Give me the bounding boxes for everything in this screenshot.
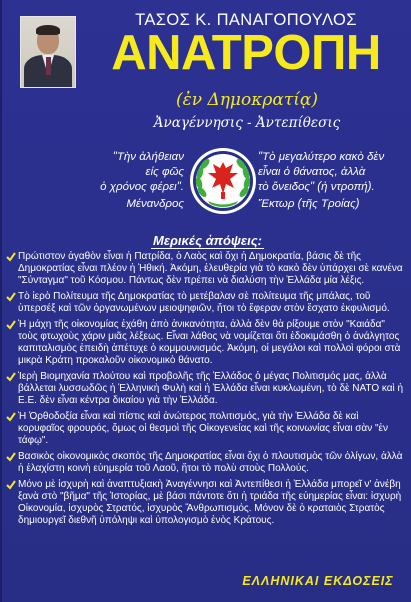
checkmark-icon <box>6 252 16 262</box>
quote-left-line: ὁ χρόνος φέρει". <box>100 181 184 193</box>
opinion-text: Ἡ Ὀρθοδοξία εἶναι καὶ πίστις καὶ ἀνώτερος πολιτισμός, γιὰ τὴν Ἑλλάδα δὲ καὶ κορυφαῖος φρουρός, ὅμως οἱ θεσμοὶ τῆς Οἰκογενείας καὶ τῆς κοινωνίας εἶναι σὰν "ἐν τάφῳ". <box>18 411 388 446</box>
publisher-name: ΕΛΛΗΝΙΚΑΙ ΕΚΔΟΣΕΙΣ <box>242 574 394 588</box>
quote-right-source: Ἕκτωρ (τῆς Τροίας) <box>258 198 360 210</box>
list-item <box>6 411 404 447</box>
book-tagline: Ἀναγέννησις - Ἀντεπίθεσις <box>153 115 341 131</box>
checkmark-icon <box>6 292 16 302</box>
checkmark-icon <box>6 320 16 330</box>
list-item <box>6 371 404 407</box>
list-item <box>6 291 404 315</box>
checkmark-icon <box>6 412 16 422</box>
opinion-text: Ἡ μάχη τῆς οἰκονομίας ἐχάθη ἀπὸ ἀνικανότητα, ἀλλὰ δὲν θὰ ρίξουμε στὸν "Καιάδα" τοὺς φτωχοὺς χάριν μιᾶς λέξεως. Εἶναι λάθος νὰ νομίζεται ὅτι ἐδοκιμάσθη ὁ ἀνάλγητος καπιταλισμὸς ἐπειδὴ ἀπέτυχε ὁ κομμουνισμός. Ἀκόμη, οἱ μεγάλοι καὶ πολλοὶ φόροι στὰ μικρὰ Κράτη προκαλοῦν οἰκονομικὸ θάνατο. <box>18 319 401 366</box>
opinion-text: Πρώτιστον ἀγαθὸν εἶναι ἡ Πατρίδα, ὁ Λαὸς καὶ ὄχι ἡ Δημοκρατία, βάσις δὲ τῆς Δημοκρατίας εἶναι πλέον ἡ Ἠθική. Ἀκόμη, ἐλευθερία γιὰ τὸ κακὸ δὲν ὑπάρχει σὲ κανένα "Σύνταγμα" τοῦ Κόσμου. Πάντως δὲν πρέπει νὰ διαλύση τὴν Ἑλλάδα μία λέξις. <box>18 251 403 286</box>
author-photo <box>20 16 76 88</box>
quote-left-line: "Τὴν ἀλήθειαν <box>112 151 184 163</box>
book-subtitle: (ἐν Δημοκρατίᾳ) <box>175 90 319 110</box>
opinion-text: Ἱερὴ Βιομηχανία πλούτου καὶ προβολῆς τῆς Ἑλλάδος ὁ μέγας Πολιτισμός μας, ἀλλὰ βάλλεται λυσσωδῶς ἡ Ἑλληνικὴ Φυλὴ καὶ ἡ Ἑλλάδα εἶναι κυκλωμένη, τὸ δὲ ΝΑΤΟ καὶ ἡ Ε.Ε. δὲν εἶναι κέντρα δικαίου γιὰ τὴν Ἑλλάδα. <box>18 371 404 406</box>
quote-right-line: "Τὸ μεγαλύτερο κακὸ δὲν <box>258 151 385 163</box>
author-photo-tie <box>46 57 51 75</box>
list-item <box>6 319 404 367</box>
list-item <box>6 479 404 527</box>
opinions-list <box>6 251 404 531</box>
checkmark-icon <box>6 372 16 382</box>
checkmark-icon <box>6 480 16 490</box>
book-title: ΑΝΑΤΡΟΠΗ <box>111 26 381 80</box>
opinion-text: Τὸ ἱερὸ Πολίτευμα τῆς Δημοκρατίας τὸ μετέβαλαν σὲ πολίτευμα τῆς μπάλας, τοῦ ὑπερσέξ καὶ τῶν ὀργανωμένων μειοψηφιῶν, ἤτοι τὸ ἔφεραν στὸν ἔσχατο ἐκφυλισμό. <box>18 291 390 314</box>
opinions-heading-text: Μερικές ἀπόψεις: <box>152 233 263 248</box>
phoenix-laurel-emblem-icon <box>188 146 258 216</box>
author-photo-hair <box>36 25 60 35</box>
list-item <box>6 451 404 475</box>
quote-left-line: εἰς φῶς <box>145 166 184 178</box>
list-item <box>6 251 404 287</box>
opinion-text: Βασικὸς οἰκονομικὸς σκοπὸς τῆς Δημοκρατίας εἶναι ὄχι ὁ πλουτισμὸς τῶν ὀλίγων, ἀλλὰ ἡ ἐλαχίστη κοινὴ εὐημερία τοῦ Λαοῦ, ἤτοι τὸ πολὺ στοὺς Πολλούς. <box>18 451 403 474</box>
quote-left-source: Μένανδρος <box>126 198 184 210</box>
opinion-text: Μόνο μὲ ἰσχυρὴ καὶ ἀναπτυξιακὴ Ἀναγέννησι καὶ Ἀντεπίθεσι ἡ Ἑλλάδα μπορεῖ ν' ἀνέβη ξανὰ στὸ "βῆμα" τῆς Ἱστορίας, μὲ βάσι πάντοτε ὅτι ἡ τριάδα τῆς εὐημερίας εἶναι: ἰσχυρὴ Οἰκονομία, ἰσχυρὸς Στρατός, ἰσχυρὸς Ἄνθρωπισμός. Μόνον δὲ ὁ κραταιὸς Στρατὸς δημιουργεῖ διεθνῆ ὑπόληψι καὶ ὑπολογισμὸ ἑνὸς Κράτους. <box>18 479 402 526</box>
quote-right-line: εἶναι ὁ θάνατος, ἀλλὰ <box>258 166 366 178</box>
opinions-heading <box>2 233 411 248</box>
quote-left <box>66 150 184 212</box>
quote-right <box>258 150 410 212</box>
author-name: ΤΑΣΟΣ Κ. ΠΑΝΑΓΟΠΟΥΛΟΣ <box>135 11 357 29</box>
quote-right-line: τὸ ὄνειδος" (ἡ ντροπή). <box>258 181 375 193</box>
checkmark-icon <box>6 452 16 462</box>
